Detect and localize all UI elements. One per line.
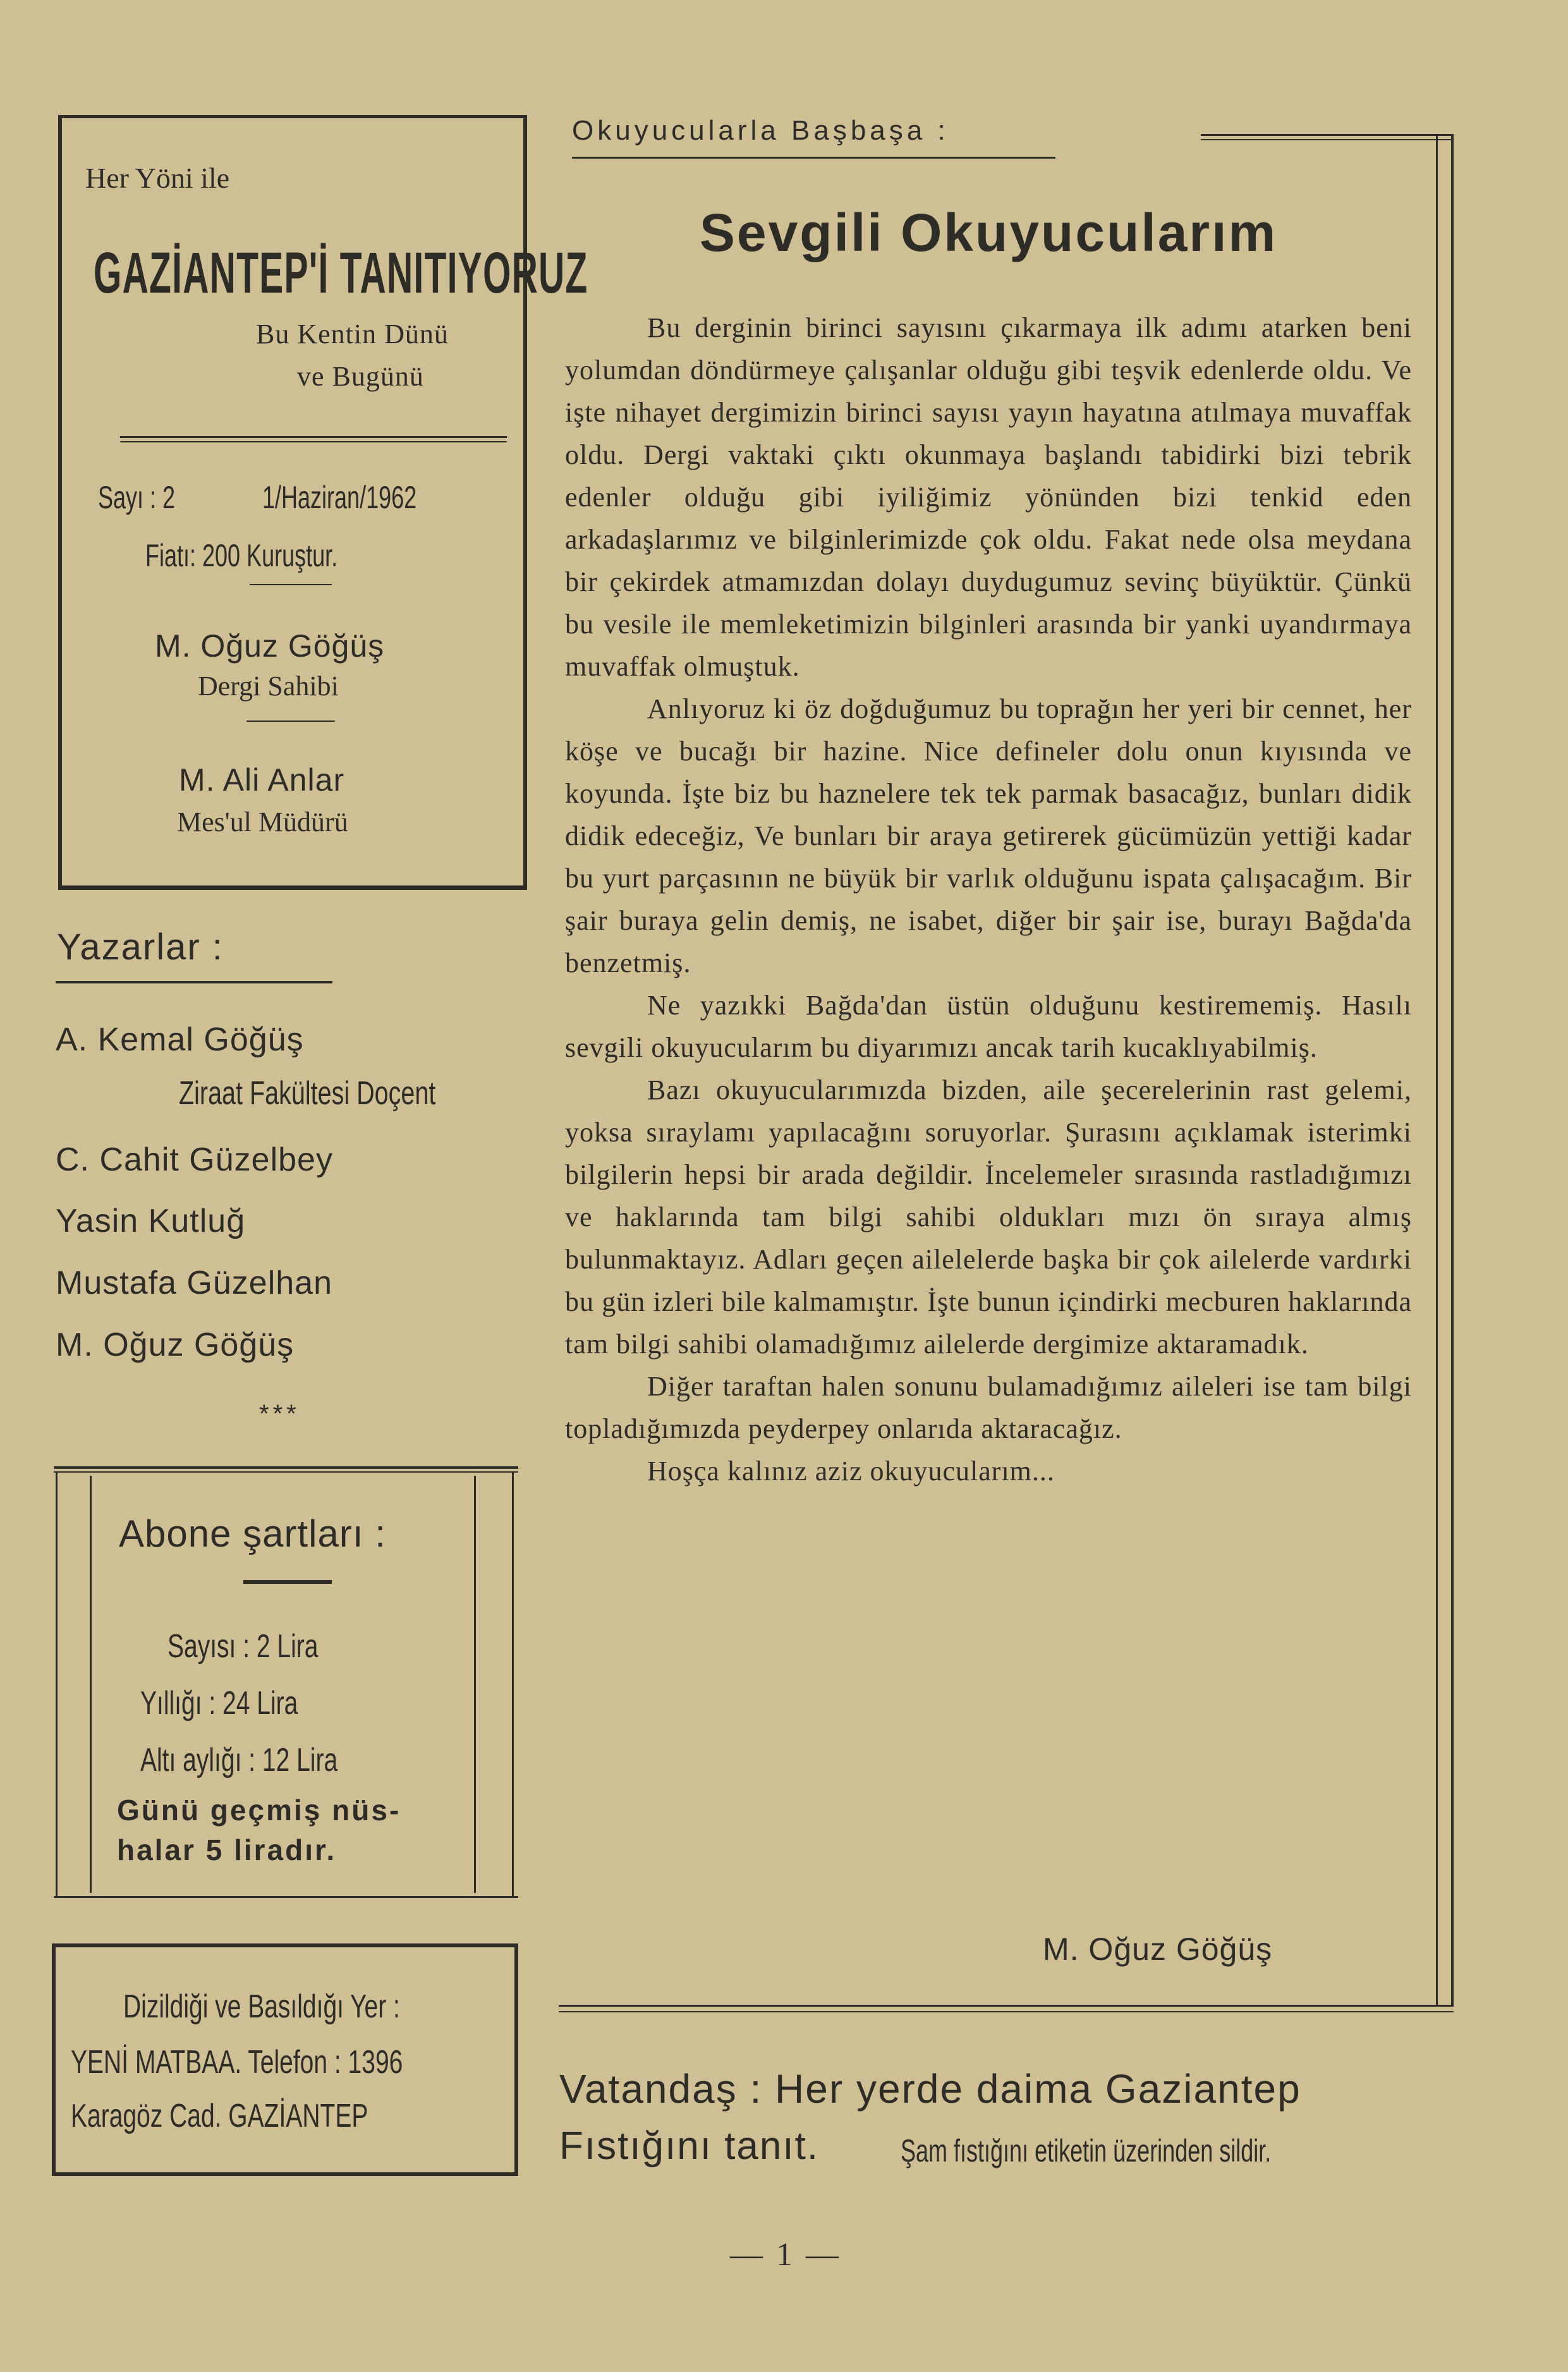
- subscription-halfyear-price: Altı aylığı : 12 Lira: [140, 1742, 338, 1779]
- writer-1-name: A. Kemal Göğüş: [56, 1021, 304, 1058]
- article-frame-bottom-rule-thin: [559, 2011, 1454, 2012]
- article-frame-right-rule: [1451, 136, 1454, 2007]
- ad-line-2a: Fıstığını tanıt.: [559, 2124, 820, 2168]
- article-frame-bottom-rule: [559, 2005, 1454, 2007]
- writer-1-title: Ziraat Fakültesi Doçent: [179, 1075, 436, 1112]
- subscription-underline: [243, 1580, 332, 1584]
- subscription-bottom-rule: [54, 1896, 518, 1898]
- subscription-inner-left-rule: [90, 1476, 92, 1893]
- issue-date: 1/Haziran/1962: [262, 480, 417, 515]
- writer-4-name: Mustafa Güzelhan: [56, 1265, 333, 1301]
- subscription-annual-price: Yıllığı : 24 Lira: [140, 1685, 298, 1722]
- article-paragraph-2: Anlıyoruz ki öz doğduğumuz bu toprağın her yeri bir cennet, her köşe ve bucağı bir hazine. Nice defineler dolu onun kıyısında ve koyunda. İşte biz bu haznelere tek tek parmak basacağız, bunları didik didik edeceğiz, Ve bunları bir araya getirerek gücümüzün yettiği kadar bu yurt parçasının ne büyük bir varlık olduğunu ispata çalışacağım. Bir şair buraya gelin demiş, ne isabet, diğer bir şair ise, burayı Bağda'da benzetmiş.: [565, 693, 1412, 978]
- masthead-kicker: Her Yöni ile: [85, 162, 230, 194]
- article-title: Sevgili Okuyucularım: [699, 203, 1278, 262]
- article-paragraph-1: Bu derginin birinci sayısını çıkarmaya ilk adımı atarken beni yolumdan döndürmeye çalışanlar olduğu gibi teşvik edenlerde oldu. Ve işte nihayet dergimizin birinci sayısı yayın hayatına atılmaya muvaffak oldu. Dergi vaktaki çıktı okunmaya başlandı tabidirki bizi tebrik edenler olduğu gibi iyiliğimiz yönünden bizi tenkid eden arkadaşlarımız ve bilginlerimizde çok oldu. Fakat nede olsa meydana bir çekirdek atmamızdan dolayı duydugumuz sevinç büyüktür. Çünkü bu vesile ile memleketimizin bilginleri arasında bir yanki uyandırmaya muvaffak olmuştuk.: [565, 312, 1412, 682]
- masthead-subtitle-2: ve Bugünü: [297, 361, 424, 392]
- article-frame-right-inner-rule: [1436, 136, 1438, 2007]
- article-paragraph-3: Ne yazıkki Bağda'dan üstün olduğunu kestirememiş. Hasılı sevgili okuyucularım bu diyarımızı ancak tarih kucaklıyabilmiş.: [565, 990, 1412, 1063]
- article-frame-top-rule-thin: [1201, 139, 1454, 140]
- writer-5-name: M. Oğuz Göğüş: [56, 1327, 295, 1363]
- masthead-divider-thin: [120, 441, 507, 442]
- masthead-divider: [120, 436, 507, 438]
- writers-underline: [56, 981, 332, 983]
- subscription-top-rule-thin: [54, 1471, 518, 1473]
- printer-line-3: Karagöz Cad. GAZİANTEP: [71, 2098, 368, 2134]
- masthead-top-rule: [58, 115, 520, 118]
- subscription-left-rule: [56, 1473, 58, 1896]
- writer-3-name: Yasin Kutluğ: [56, 1203, 246, 1239]
- writers-stars: ***: [259, 1400, 300, 1428]
- issue-price: Fiatı: 200 Kuruştur.: [145, 538, 338, 573]
- ad-line-2b: Şam fıstığını etiketin üzerinden sildir.: [901, 2133, 1272, 2168]
- article-frame-top-rule: [1201, 134, 1454, 136]
- article-paragraph-6: Hoşça kalınız aziz okuyucularım...: [647, 1456, 1055, 1487]
- owner-role: Dergi Sahibi: [198, 671, 339, 702]
- masthead-subtitle-1: Bu Kentin Dünü: [256, 319, 449, 350]
- section-underline: [572, 157, 1055, 159]
- editor-role: Mes'ul Müdürü: [177, 806, 348, 837]
- article-paragraph-5: Diğer taraftan halen sonunu bulamadığımız aileleri ise tam bilgi topladığımızda peyderpey onlarıda aktaracağız.: [565, 1371, 1412, 1444]
- editor-name: M. Ali Anlar: [179, 762, 345, 798]
- article-signature: M. Oğuz Göğüş: [1043, 1931, 1273, 1967]
- writer-2-name: C. Cahit Güzelbey: [56, 1141, 333, 1178]
- subscription-inner-right-rule: [474, 1476, 476, 1893]
- price-underline: [250, 584, 332, 585]
- ad-line-1: Vatandaş : Her yerde daima Gaziantep: [559, 2066, 1301, 2112]
- owner-name: M. Oğuz Göğüş: [155, 628, 385, 664]
- article-paragraph-4: Bazı okuyucularımızda bizden, aile şecerelerinin rast gelemi, yoksa sıraylamı yapılacağını soruyorlar. Şurasını açıklamak isterimki bilgilerin hepsi bir arada değildir. İncelemeler sırasında rastladığımızı ve haklarında tam bilgi sahibi oldukları mızı ön sıraya almış bulunmaktayız. Adları geçen ailelelerde başka bir çok ailelerde vardırki bu gün izleri bile kalmamıştır. İşte bunun içindirki mecburen haklarında tam bilgi sahibi olamadığımız ailelerde dergimize aktaramadık.: [565, 1074, 1412, 1359]
- article-section-label: Okuyucularla Başbaşa :: [572, 115, 949, 146]
- masthead-title: GAZİANTEP'İ TANITIYORUZ: [94, 241, 588, 305]
- printer-line-2: YENİ MATBAA. Telefon : 1396: [71, 2044, 403, 2081]
- writers-heading: Yazarlar :: [57, 927, 224, 968]
- subscription-note-2: halar 5 liradır.: [117, 1834, 337, 1866]
- subscription-heading: Abone şartları :: [119, 1512, 386, 1555]
- printer-line-1: Dizildiği ve Basıldığı Yer :: [123, 1988, 400, 2025]
- subscription-note-1: Günü geçmiş nüs-: [117, 1794, 401, 1827]
- page-number: — 1 —: [730, 2237, 841, 2273]
- issue-number: Sayı : 2: [98, 480, 176, 515]
- article-body: [565, 307, 1412, 1492]
- subscription-top-rule: [54, 1466, 518, 1469]
- subscription-issue-price: Sayısı : 2 Lira: [167, 1628, 319, 1665]
- owner-underline: [246, 721, 335, 722]
- subscription-right-rule: [512, 1473, 514, 1896]
